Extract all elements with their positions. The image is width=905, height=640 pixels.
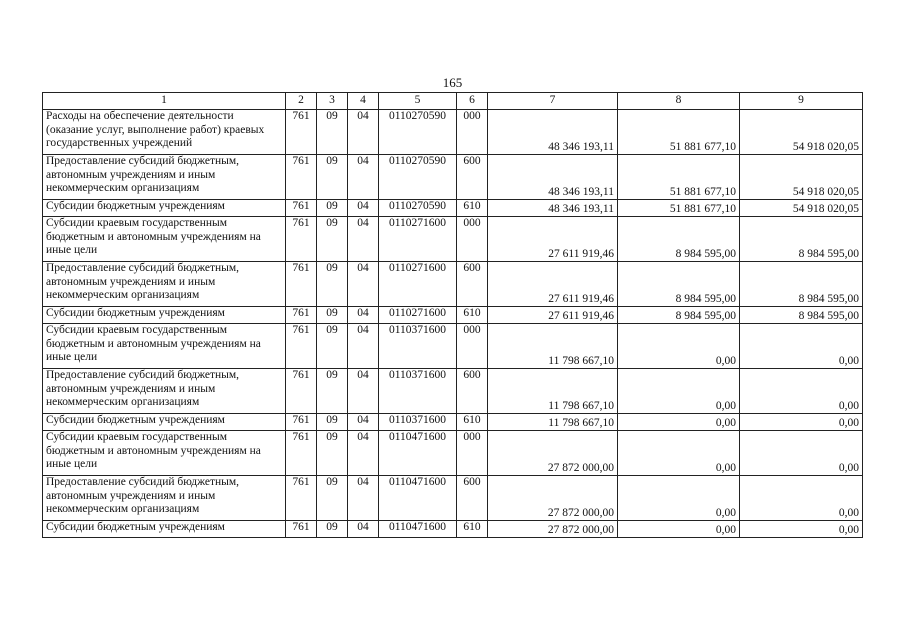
- amount-col8-cell: 8 984 595,00: [618, 262, 740, 307]
- expense-type-cell: 000: [457, 431, 488, 476]
- expense-type-cell: 600: [457, 476, 488, 521]
- expense-type-cell: 000: [457, 324, 488, 369]
- subsection-code-cell: 04: [348, 521, 379, 538]
- chapter-code-cell: 761: [286, 307, 317, 324]
- expense-type-cell: 610: [457, 307, 488, 324]
- table-header-row: [43, 93, 863, 110]
- section-code-cell: 09: [317, 110, 348, 155]
- amount-col8-cell: 0,00: [618, 431, 740, 476]
- chapter-code-cell: 761: [286, 431, 317, 476]
- target-article-cell: 0110371600: [379, 324, 457, 369]
- chapter-code-cell: 761: [286, 324, 317, 369]
- subsection-code-cell: 04: [348, 307, 379, 324]
- expense-type-cell: 600: [457, 155, 488, 200]
- row-name-cell: Предоставление субсидий бюджетным, автономным учреждениям и иным некоммерческим организациям: [43, 476, 286, 521]
- amount-col9-cell: 8 984 595,00: [740, 307, 863, 324]
- target-article-cell: 0110270590: [379, 155, 457, 200]
- chapter-code-cell: 761: [286, 476, 317, 521]
- amount-col8-cell: 8 984 595,00: [618, 307, 740, 324]
- expense-type-cell: 600: [457, 262, 488, 307]
- table-row: [43, 521, 863, 538]
- amount-col9-cell: 54 918 020,05: [740, 155, 863, 200]
- amount-col7-cell: 27 872 000,00: [488, 431, 618, 476]
- amount-col7-cell: 11 798 667,10: [488, 324, 618, 369]
- table-row: [43, 217, 863, 262]
- amount-col7-cell: 48 346 193,11: [488, 200, 618, 217]
- section-code-cell: 09: [317, 324, 348, 369]
- row-name-cell: Субсидии краевым государственным бюджетным и автономным учреждениям на иные цели: [43, 431, 286, 476]
- subsection-code-cell: 04: [348, 262, 379, 307]
- subsection-code-cell: 04: [348, 476, 379, 521]
- amount-col9-cell: 0,00: [740, 369, 863, 414]
- chapter-code-cell: 761: [286, 262, 317, 307]
- amount-col9-cell: 8 984 595,00: [740, 262, 863, 307]
- chapter-code-cell: 761: [286, 110, 317, 155]
- chapter-code-cell: 761: [286, 521, 317, 538]
- amount-col8-cell: 0,00: [618, 369, 740, 414]
- amount-col8-cell: 51 881 677,10: [618, 155, 740, 200]
- table-row: [43, 155, 863, 200]
- subsection-code-cell: 04: [348, 200, 379, 217]
- table-row: [43, 307, 863, 324]
- expense-type-cell: 610: [457, 200, 488, 217]
- amount-col7-cell: 11 798 667,10: [488, 369, 618, 414]
- section-code-cell: 09: [317, 200, 348, 217]
- chapter-code-cell: 761: [286, 200, 317, 217]
- column-header: 2: [286, 93, 317, 110]
- column-header: 9: [740, 93, 863, 110]
- amount-col7-cell: 48 346 193,11: [488, 110, 618, 155]
- row-name-cell: Субсидии бюджетным учреждениям: [43, 414, 286, 431]
- table-row: [43, 262, 863, 307]
- subsection-code-cell: 04: [348, 431, 379, 476]
- table-row: [43, 324, 863, 369]
- column-header: 5: [379, 93, 457, 110]
- amount-col9-cell: 0,00: [740, 414, 863, 431]
- section-code-cell: 09: [317, 217, 348, 262]
- target-article-cell: 0110471600: [379, 476, 457, 521]
- target-article-cell: 0110471600: [379, 431, 457, 476]
- column-header: 1: [43, 93, 286, 110]
- column-header: 4: [348, 93, 379, 110]
- column-header: 8: [618, 93, 740, 110]
- target-article-cell: 0110271600: [379, 262, 457, 307]
- amount-col7-cell: 11 798 667,10: [488, 414, 618, 431]
- amount-col8-cell: 0,00: [618, 324, 740, 369]
- chapter-code-cell: 761: [286, 369, 317, 414]
- expense-type-cell: 600: [457, 369, 488, 414]
- target-article-cell: 0110371600: [379, 369, 457, 414]
- amount-col9-cell: 0,00: [740, 521, 863, 538]
- expense-type-cell: 000: [457, 110, 488, 155]
- row-name-cell: Предоставление субсидий бюджетным, автономным учреждениям и иным некоммерческим организациям: [43, 262, 286, 307]
- row-name-cell: Предоставление субсидий бюджетным, автономным учреждениям и иным некоммерческим организациям: [43, 155, 286, 200]
- budget-table: [42, 92, 863, 538]
- target-article-cell: 0110270590: [379, 200, 457, 217]
- amount-col7-cell: 27 872 000,00: [488, 521, 618, 538]
- amount-col8-cell: 51 881 677,10: [618, 110, 740, 155]
- amount-col7-cell: 27 611 919,46: [488, 262, 618, 307]
- section-code-cell: 09: [317, 307, 348, 324]
- amount-col7-cell: 48 346 193,11: [488, 155, 618, 200]
- chapter-code-cell: 761: [286, 217, 317, 262]
- row-name-cell: Субсидии бюджетным учреждениям: [43, 521, 286, 538]
- table-row: [43, 431, 863, 476]
- amount-col8-cell: 8 984 595,00: [618, 217, 740, 262]
- amount-col8-cell: 0,00: [618, 476, 740, 521]
- amount-col9-cell: 0,00: [740, 431, 863, 476]
- section-code-cell: 09: [317, 155, 348, 200]
- table-row: [43, 414, 863, 431]
- subsection-code-cell: 04: [348, 155, 379, 200]
- target-article-cell: 0110371600: [379, 414, 457, 431]
- target-article-cell: 0110271600: [379, 217, 457, 262]
- row-name-cell: Субсидии бюджетным учреждениям: [43, 307, 286, 324]
- table-row: [43, 369, 863, 414]
- section-code-cell: 09: [317, 369, 348, 414]
- subsection-code-cell: 04: [348, 369, 379, 414]
- row-name-cell: Субсидии бюджетным учреждениям: [43, 200, 286, 217]
- section-code-cell: 09: [317, 476, 348, 521]
- expense-type-cell: 000: [457, 217, 488, 262]
- subsection-code-cell: 04: [348, 324, 379, 369]
- row-name-cell: Предоставление субсидий бюджетным, автономным учреждениям и иным некоммерческим организациям: [43, 369, 286, 414]
- amount-col8-cell: 0,00: [618, 521, 740, 538]
- section-code-cell: 09: [317, 521, 348, 538]
- table-row: [43, 200, 863, 217]
- column-header: 7: [488, 93, 618, 110]
- page-number: 165: [442, 75, 463, 90]
- row-name-cell: Расходы на обеспечение деятельности (оказание услуг, выполнение работ) краевых государственных учреждений: [43, 110, 286, 155]
- amount-col9-cell: 0,00: [740, 324, 863, 369]
- table-row: [43, 110, 863, 155]
- amount-col7-cell: 27 611 919,46: [488, 307, 618, 324]
- target-article-cell: 0110270590: [379, 110, 457, 155]
- target-article-cell: 0110471600: [379, 521, 457, 538]
- section-code-cell: 09: [317, 414, 348, 431]
- amount-col8-cell: 51 881 677,10: [618, 200, 740, 217]
- subsection-code-cell: 04: [348, 414, 379, 431]
- row-name-cell: Субсидии краевым государственным бюджетным и автономным учреждениям на иные цели: [43, 217, 286, 262]
- table-row: [43, 476, 863, 521]
- amount-col7-cell: 27 611 919,46: [488, 217, 618, 262]
- amount-col9-cell: 8 984 595,00: [740, 217, 863, 262]
- subsection-code-cell: 04: [348, 110, 379, 155]
- amount-col9-cell: 0,00: [740, 476, 863, 521]
- column-header: 3: [317, 93, 348, 110]
- subsection-code-cell: 04: [348, 217, 379, 262]
- amount-col7-cell: 27 872 000,00: [488, 476, 618, 521]
- chapter-code-cell: 761: [286, 414, 317, 431]
- amount-col9-cell: 54 918 020,05: [740, 200, 863, 217]
- amount-col9-cell: 54 918 020,05: [740, 110, 863, 155]
- section-code-cell: 09: [317, 262, 348, 307]
- expense-type-cell: 610: [457, 521, 488, 538]
- chapter-code-cell: 761: [286, 155, 317, 200]
- target-article-cell: 0110271600: [379, 307, 457, 324]
- row-name-cell: Субсидии краевым государственным бюджетным и автономным учреждениям на иные цели: [43, 324, 286, 369]
- column-header: 6: [457, 93, 488, 110]
- expense-type-cell: 610: [457, 414, 488, 431]
- amount-col8-cell: 0,00: [618, 414, 740, 431]
- section-code-cell: 09: [317, 431, 348, 476]
